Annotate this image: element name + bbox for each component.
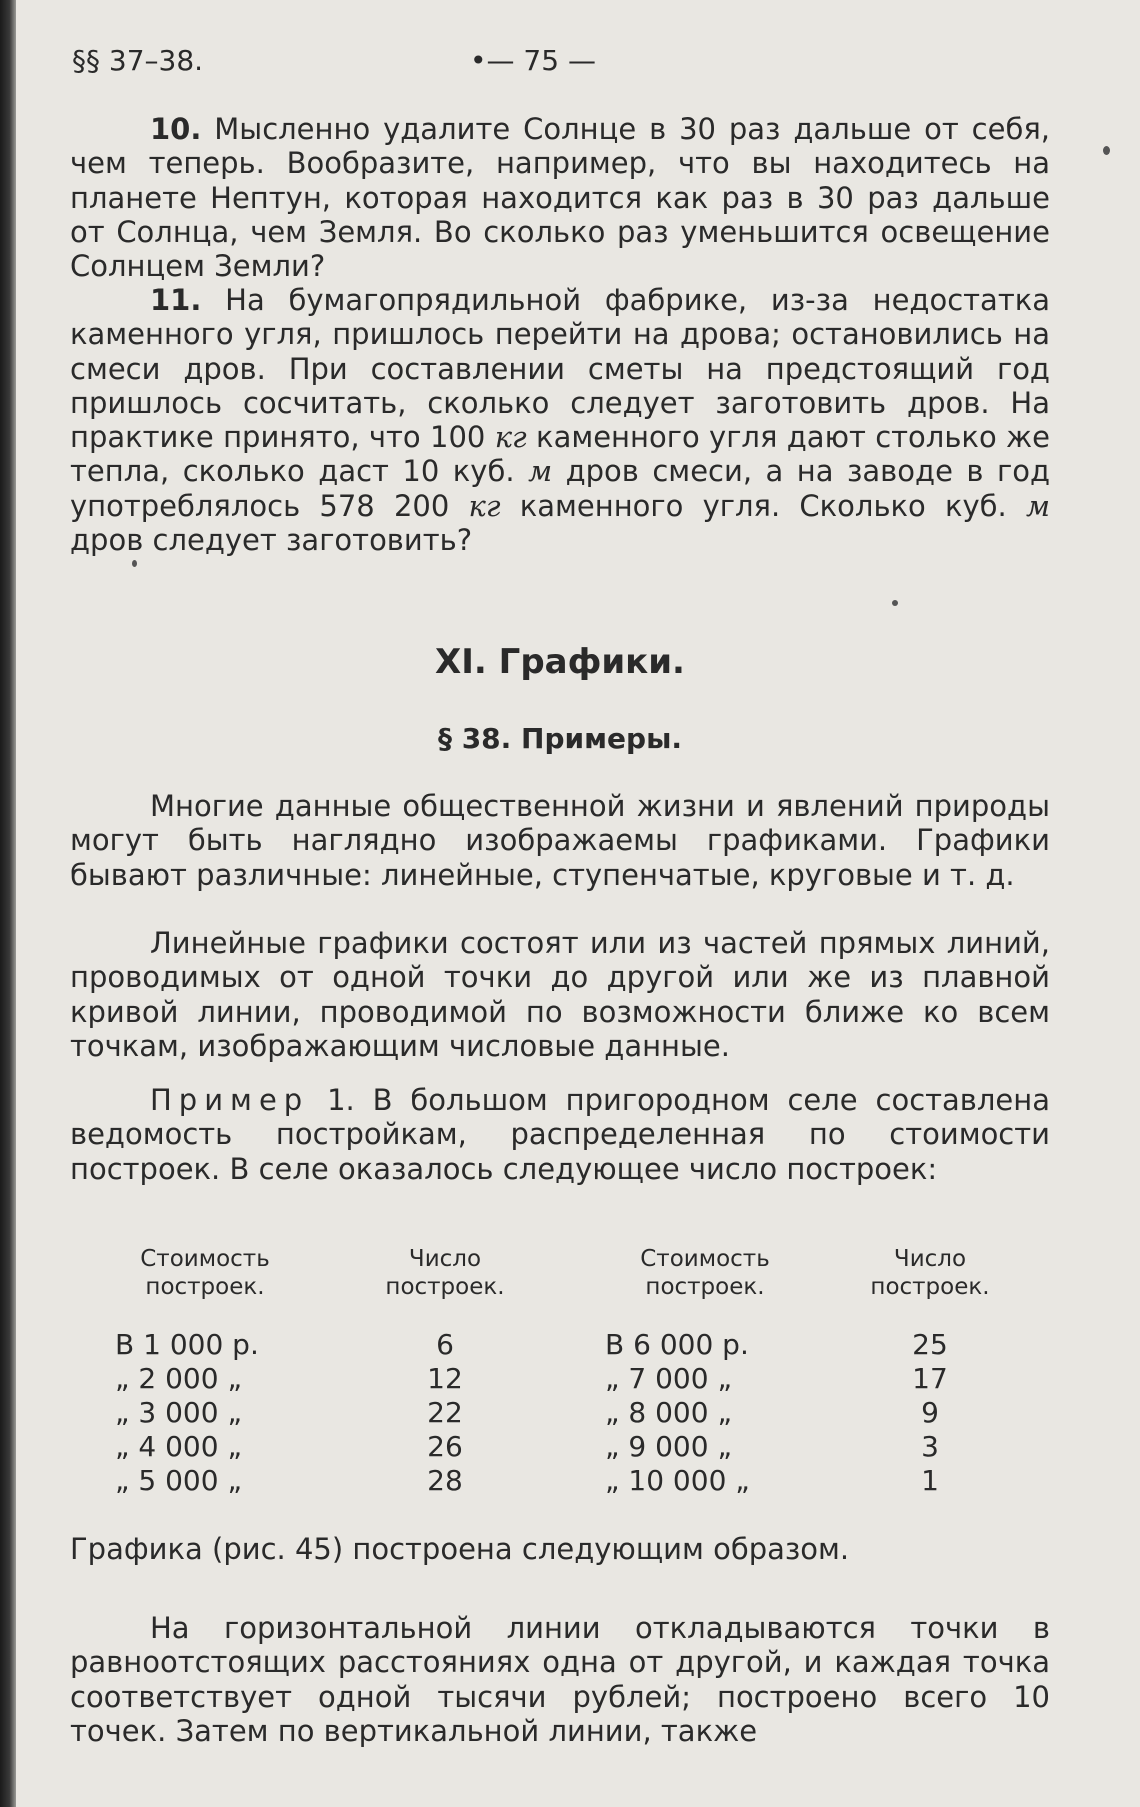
- problem-10-number: 10.: [150, 112, 202, 146]
- section-title: § 38. Примеры.: [437, 722, 683, 755]
- cost-cell: „ 2 000 „: [115, 1362, 242, 1395]
- example-1-text: 1. В большом пригородном селе составлена ведомость постройкам, распределенная по стоимости построек. В селе оказалось следующее число построек:: [70, 1083, 1051, 1186]
- unit-m-2: м: [1026, 488, 1051, 523]
- cost-cell: „ 3 000 „: [115, 1396, 242, 1429]
- book-spine-shadow: [0, 0, 16, 1807]
- graph-intro: Графика (рис. 45) построена следующим образом.: [70, 1532, 850, 1566]
- print-speck: [1103, 146, 1110, 155]
- cost-cell: „ 4 000 „: [115, 1430, 242, 1463]
- unit-kg: кг: [494, 420, 527, 455]
- example-label: Пример: [150, 1083, 310, 1117]
- count-cell: 3: [921, 1430, 939, 1463]
- page-number: •— 75 —: [470, 44, 596, 77]
- print-speck: [892, 600, 898, 606]
- header-count-right: Число построек.: [870, 1246, 990, 1300]
- header-cost-left: Стоимость построек.: [140, 1246, 270, 1300]
- table-row: [70, 1328, 1050, 1362]
- count-cell: 22: [427, 1396, 463, 1429]
- cost-cell: „ 7 000 „: [605, 1362, 732, 1395]
- paragraph-linear-graphs: Линейные графики состоят или из частей прямых линий, проводимых от одной точки до другой или же из плавной кривой линии, проводимой по возможности ближе ко всем точкам, изображающим числовые данные.: [70, 926, 1050, 1063]
- table-row: [70, 1362, 1050, 1396]
- count-cell: 17: [912, 1362, 948, 1395]
- print-speck: [132, 560, 137, 567]
- cost-cell: „ 5 000 „: [115, 1464, 242, 1497]
- count-cell: 12: [427, 1362, 463, 1395]
- table-row: [70, 1430, 1050, 1464]
- count-cell: 9: [921, 1396, 939, 1429]
- count-cell: 26: [427, 1430, 463, 1463]
- cost-cell: „ 9 000 „: [605, 1430, 732, 1463]
- table-row: [70, 1464, 1050, 1498]
- problem-11: [70, 283, 1050, 557]
- book-page: [70, 0, 1050, 1807]
- count-cell: 28: [427, 1464, 463, 1497]
- count-cell: 6: [436, 1328, 454, 1361]
- final-paragraph: На горизонтальной линии откладываются точки в равноотстоящих расстояниях одна от другой, и каждая точка соответствует одной тысячи рублей; построено всего 10 точек. Затем по вертикальной линии, также: [70, 1611, 1050, 1748]
- header-count-left: Число построек.: [385, 1246, 505, 1300]
- problem-11-text-3: дров смеси, а на заводе в год употреблялось 578 200: [70, 454, 1050, 523]
- section-reference: §§ 37–38.: [72, 44, 204, 77]
- problem-11-text-2: каменного угля дают столько же тепла, сколько даст 10 куб.: [70, 420, 1050, 489]
- problem-11-text-4: каменного угля. Сколько куб.: [519, 488, 1007, 523]
- chapter-title: XI. Графики.: [435, 642, 685, 682]
- count-cell: 25: [912, 1328, 948, 1361]
- paragraph-intro: Многие данные общественной жизни и явлений природы могут быть наглядно изображаемы графиками. Графики бывают различные: линейные, ступенчатые, круговые и т. д.: [70, 789, 1050, 892]
- table-row: [70, 1396, 1050, 1430]
- header-cost-right: Стоимость построек.: [640, 1246, 770, 1300]
- cost-cell: В 1 000 р.: [115, 1328, 259, 1361]
- count-cell: 1: [921, 1464, 939, 1497]
- cost-cell: „ 10 000 „: [605, 1464, 750, 1497]
- problem-11-text-1: На бумагопрядильной фабрике, из-за недостатка каменного угля, пришлось перейти на дрова; остановились на смеси дров. При составлении сметы на предстоящий год пришлось сосчитать, сколько следует заготовить дров. На практике принято, что 100: [70, 283, 1050, 455]
- unit-kg-2: кг: [468, 488, 501, 523]
- problem-11-text-5: дров следует заготовить?: [70, 523, 473, 558]
- running-head: [70, 44, 1050, 84]
- cost-cell: В 6 000 р.: [605, 1328, 749, 1361]
- example-1: [70, 1083, 1050, 1186]
- problem-10: [70, 112, 1050, 283]
- problem-10-text: Мысленно удалите Солнце в 30 раз дальше от себя, чем теперь. Вообразите, например, что вы находитесь на планете Нептун, которая находится как раз в 30 раз дальше от Солнца, чем Земля. Во сколько раз уменьшится освещение Солнцем Земли?: [70, 112, 1050, 284]
- cost-cell: „ 8 000 „: [605, 1396, 732, 1429]
- problem-11-number: 11.: [150, 283, 202, 317]
- unit-m: м: [528, 454, 553, 489]
